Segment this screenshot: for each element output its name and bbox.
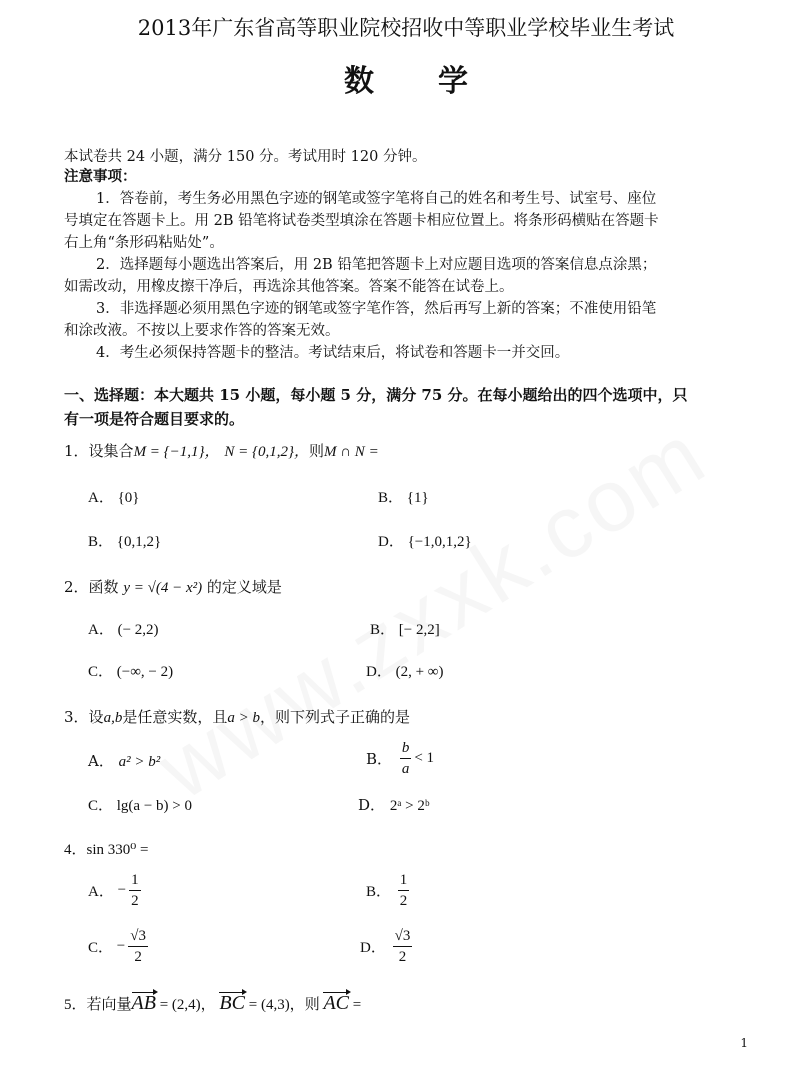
option-c: C． lg(a − b) > 0 — [88, 798, 192, 814]
option-b: B． {1} — [378, 490, 429, 506]
option-d: D． $\frac{√3}{2}$ — [360, 928, 411, 965]
question-number: 3． — [64, 708, 89, 726]
math-expr: = (4,3)， — [248, 997, 305, 1013]
question-2 — [64, 576, 282, 597]
fraction: $\frac{1}{2}$ — [399, 872, 408, 909]
note-line: 和涂改液。不按以上要求作答的答案无效。 — [64, 323, 340, 339]
math-expr: M = {−1,1}， — [133, 444, 220, 460]
note-line: 4．考生必须保持答题卡的整洁。考试结束后，将试卷和答题卡一并交回。 — [96, 345, 570, 361]
math-expr: sin 330⁰ = — [86, 842, 149, 858]
option-d: D． 2ᵃ > 2ᵇ — [358, 796, 430, 814]
option-b: B． $\frac{1}{2}$ — [366, 872, 408, 909]
question-1 — [64, 440, 379, 461]
option-b: B． [− 2,2] — [370, 622, 440, 638]
question-text: 设集合 — [88, 442, 134, 460]
question-text: 的定义域是 — [206, 578, 282, 596]
vector-bc: BC — [219, 992, 245, 1014]
question-text: 函数 — [88, 578, 119, 596]
option-a: A． (− 2,2) — [88, 622, 159, 638]
option-c: C． (−∞, − 2) — [88, 664, 174, 680]
question-text: 则 — [308, 442, 324, 460]
question-text: ，则下列式子正确的是 — [259, 708, 410, 726]
note-line: 3．非选择题必须用黑色字迹的钢笔或签字笔作答，然后再写上新的答案；不准使用铅笔 — [96, 301, 657, 317]
question-5 — [64, 992, 361, 1015]
math-expr: y = √(4 − x²) — [123, 580, 203, 596]
fraction: $\frac{√3}{2}$ — [394, 928, 411, 965]
math-expr: a,b — [103, 710, 123, 726]
math-expr: a > b — [227, 710, 260, 726]
question-number: 5． — [64, 997, 87, 1013]
vector-ac: AC — [323, 992, 350, 1014]
exam-title: 2013年广东省高等职业院校招收中等职业学校毕业生考试 — [137, 16, 675, 40]
intro-text: 本试卷共 24 小题，满分 150 分。考试用时 120 分钟。 — [64, 149, 427, 165]
section-heading: 一、选择题：本大题共 15 小题，每小题 5 分，满分 75 分。在每小题给出的四个选项中，只 — [64, 386, 688, 404]
note-line: 号填定在答题卡上。用 2B 铅笔将试卷类型填涂在答题卡相应位置上。将条形码横贴在答题卡 — [64, 213, 659, 229]
notes-heading: 注意事项： — [64, 168, 137, 185]
fraction: $\frac{√3}{2}$ — [130, 928, 146, 965]
note-line: 如需改动，用橡皮擦干净后，再选涂其他答案。答案不能答在试卷上。 — [64, 279, 514, 295]
question-text: 是任意实数，且 — [122, 708, 228, 726]
question-number: 1． — [64, 442, 89, 460]
option-c: B． {0,1,2} — [88, 534, 162, 550]
question-number: 2． — [64, 578, 89, 596]
vector-ab: AB — [131, 992, 156, 1014]
question-3 — [64, 706, 410, 727]
question-number: 4． — [64, 842, 87, 858]
subject-title: 数学 — [344, 64, 532, 99]
math-expr: N = {0,1,2}， — [224, 444, 309, 460]
question-4 — [64, 838, 149, 859]
fraction: $\frac{1}{2}$ — [131, 872, 139, 909]
section-heading: 有一项是符合题目要求的。 — [64, 410, 245, 428]
question-text: 设 — [88, 708, 104, 726]
option-d: D． {−1,0,1,2} — [378, 534, 472, 550]
page-number: 1 — [740, 1036, 748, 1050]
note-line: 2．选择题每小题选出答案后，用 2B 铅笔把答题卡上对应题目选项的答案信息点涂黑； — [96, 257, 657, 273]
option-c: C． − $\frac{√3}{2}$ — [88, 928, 146, 965]
option-a: A． {0} — [88, 490, 140, 506]
math-expr: = — [352, 997, 362, 1013]
option-a: A． − $\frac{1}{2}$ — [88, 872, 139, 909]
question-text: 则 — [304, 997, 320, 1013]
option-b: B． $\frac{b}{a}$ < 1 — [366, 740, 435, 777]
math-expr: M ∩ N = — [323, 444, 379, 460]
question-text: 若向量 — [86, 997, 132, 1013]
note-line: 1．答卷前，考生务必用黑色字迹的钢笔或签字笔将自己的姓名和考生号、试室号、座位 — [96, 191, 657, 207]
option-d: D． (2, + ∞) — [366, 664, 444, 680]
math-expr: = (2,4)， — [159, 997, 216, 1013]
fraction: $\frac{b}{a}$ — [401, 740, 410, 777]
option-a: A． a² > b² — [88, 752, 161, 770]
note-line: 右上角“条形码粘贴处”。 — [64, 235, 224, 251]
